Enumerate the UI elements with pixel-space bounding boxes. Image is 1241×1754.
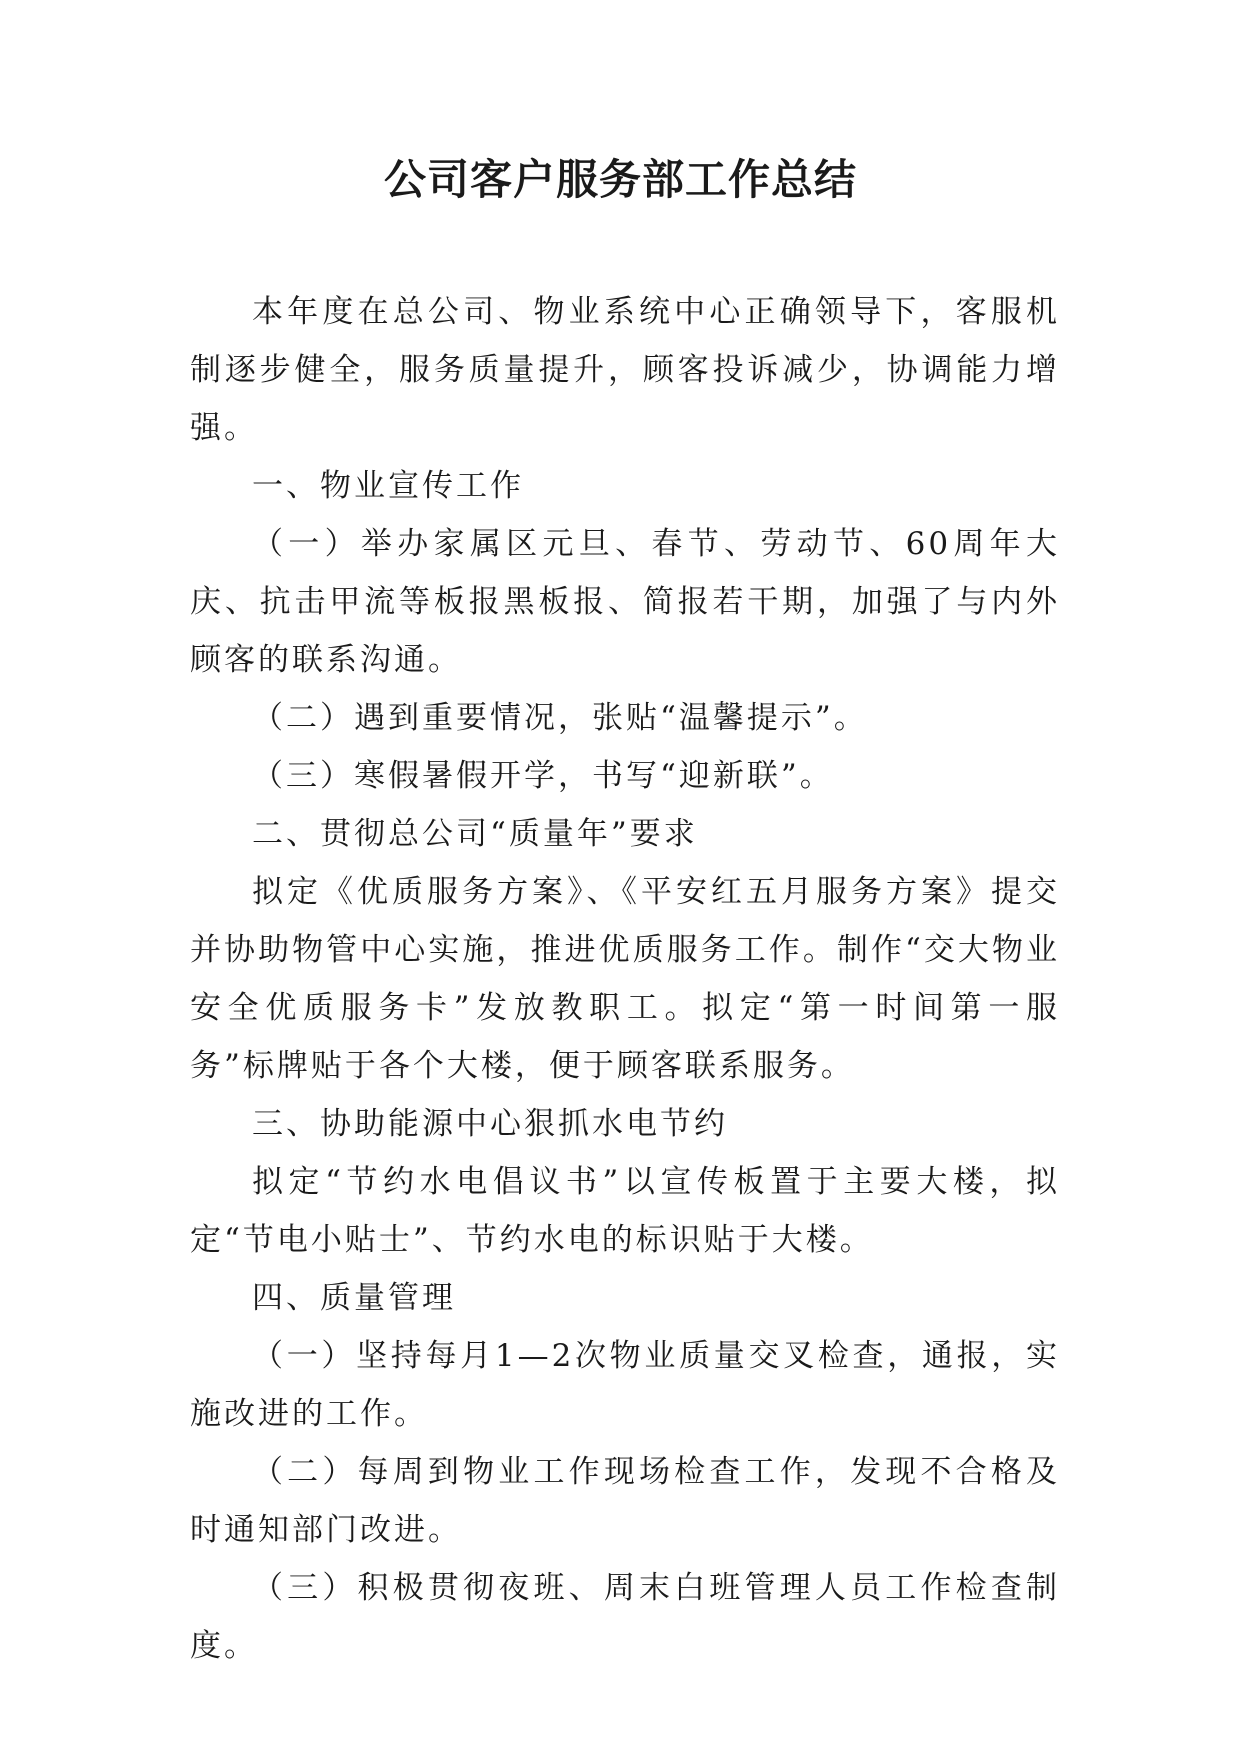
- section-heading-quality-management: 四、质量管理: [252, 1280, 456, 1316]
- document-body: [190, 283, 1060, 1675]
- paragraph-publicity-1: （一）举办家属区元旦、春节、劳动节、60周年大庆、抗击甲流等板报黑板报、简报若干期，加强了与内外顾客的联系沟通。: [190, 526, 1060, 678]
- document-title: 公司客户服务部工作总结: [383, 155, 857, 204]
- paragraph-publicity-3: （三）寒假暑假开学，书写“迎新联”。: [252, 758, 834, 794]
- section-heading-publicity: 一、物业宣传工作: [252, 468, 524, 504]
- paragraph-energy-saving: 拟定“节约水电倡议书”以宣传板置于主要大楼，拟定“节电小贴士”、节约水电的标识贴于大楼。: [190, 1164, 1060, 1258]
- paragraph-quality-management-1: （一）坚持每月1—2次物业质量交叉检查，通报，实施改进的工作。: [190, 1338, 1060, 1432]
- paragraph-quality-management-2: （二）每周到物业工作现场检查工作，发现不合格及时通知部门改进。: [190, 1454, 1060, 1548]
- paragraph-intro: 本年度在总公司、物业系统中心正确领导下，客服机制逐步健全，服务质量提升，顾客投诉减少，协调能力增强。: [190, 294, 1060, 446]
- paragraph-quality-year: 拟定《优质服务方案》、《平安红五月服务方案》提交并协助物管中心实施，推进优质服务工作。制作“交大物业安全优质服务卡”发放教职工。拟定“第一时间第一服务”标牌贴于各个大楼，便于顾客联系服务。: [190, 874, 1060, 1084]
- paragraph-quality-management-3: （三）积极贯彻夜班、周末白班管理人员工作检查制度。: [190, 1570, 1060, 1664]
- paragraph-publicity-2: （二）遇到重要情况，张贴“温馨提示”。: [252, 700, 868, 736]
- section-heading-energy-saving: 三、协助能源中心狠抓水电节约: [252, 1106, 728, 1142]
- section-heading-quality-year: 二、贯彻总公司“质量年”要求: [252, 816, 698, 852]
